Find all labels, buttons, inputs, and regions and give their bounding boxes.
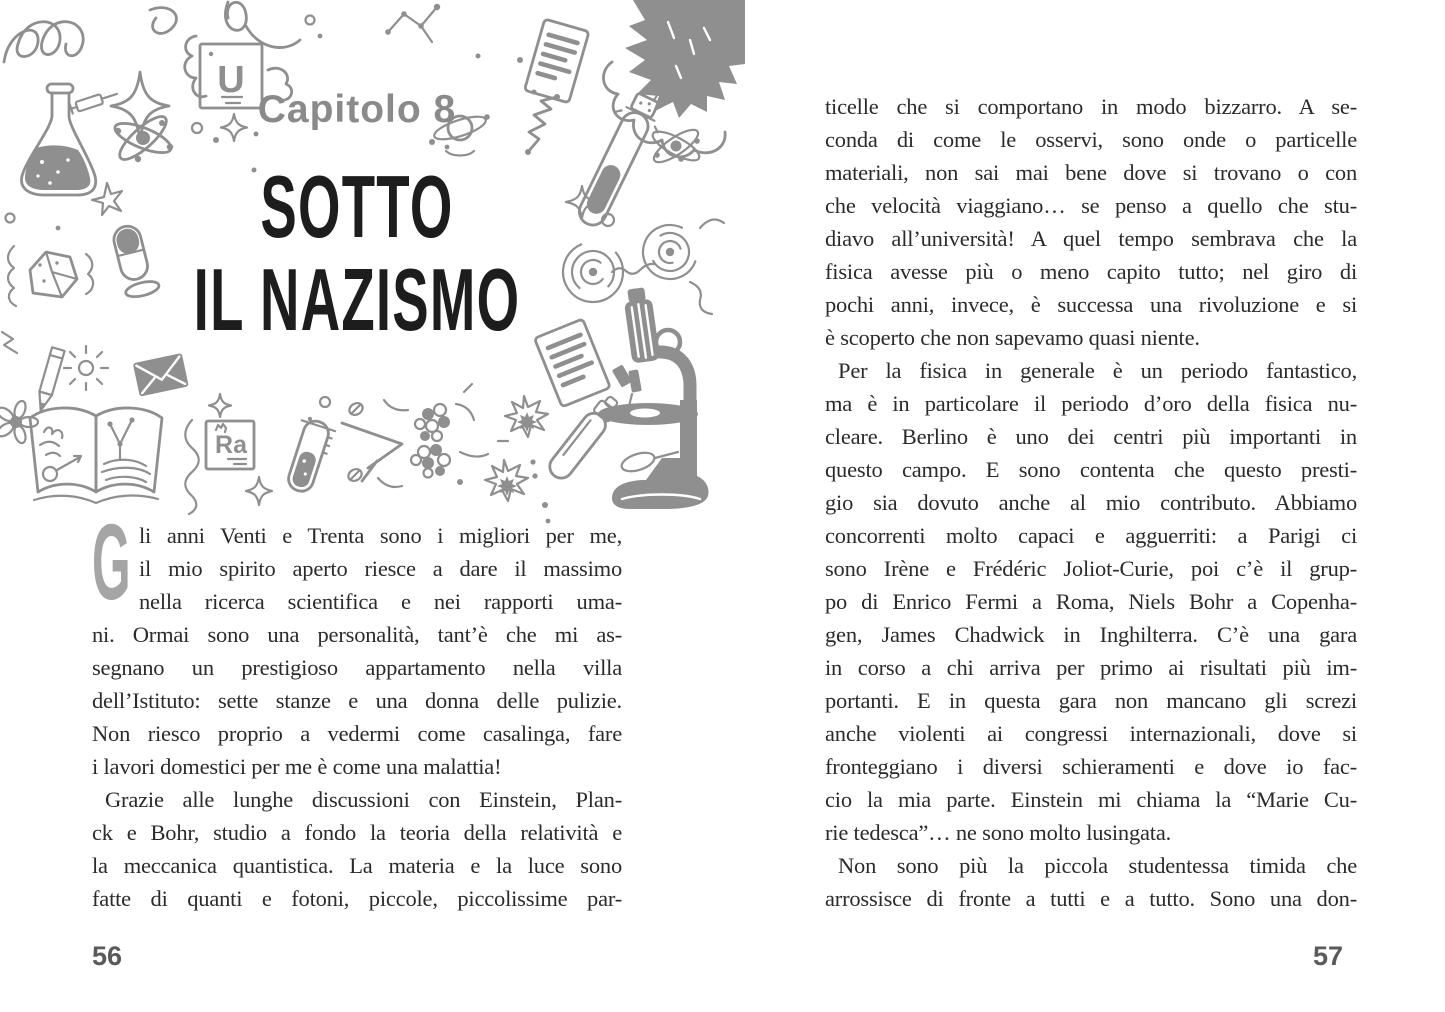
text-line: ma è in particolare il periodo d’oro della fisica nu- [825, 391, 1357, 416]
text-line: pochi anni, invece, è successa una rivoluzione e si [825, 292, 1357, 317]
text-line: cleare. Berlino è uno dei centri più importanti in [825, 424, 1357, 449]
text-line: Grazie alle lunghe discussioni con Einstein, Plan- [105, 787, 622, 812]
paragraph [825, 90, 1357, 354]
text-line: fatte di quanti e fotoni, piccole, piccolissime par- [92, 886, 622, 911]
text-line: in corso a chi arriva per primo ai risultati più im- [825, 655, 1357, 680]
text-line: nella ricerca scientifica e nei rapporti uma- [139, 589, 622, 614]
text-line: ticelle che si comportano in modo bizzarro. A se- [825, 94, 1357, 119]
text-line: sono Irène e Frédéric Joliot-Curie, poi c’è il grup- [825, 556, 1357, 581]
text-line: anche violenti ai congressi internazionali, dove si [825, 721, 1357, 746]
text-line: la meccanica quantistica. La materia e la luce sono [92, 853, 622, 878]
text-line: dell’Istituto: sette stanze e una donna delle pulizie. [92, 688, 622, 713]
text-line: Non riesco proprio a vedermi come casalinga, fare [92, 721, 622, 746]
squiggle-loops-icon [4, 2, 300, 62]
molecule-cluster-icon [411, 404, 450, 478]
text-line: segnano un prestigioso appartamento nella villa [92, 655, 622, 680]
text-line: Non sono più la piccola studentessa timida che [838, 853, 1357, 878]
text-line: il mio spirito aperto riesce a dare il massimo [139, 556, 622, 581]
paragraph [92, 501, 622, 783]
chapter-title-line1: SOTTO [260, 157, 454, 256]
text-line: diavo all’università! A quel tempo sembrava che la [825, 226, 1357, 251]
left-page-text [92, 501, 622, 915]
test-tube-small-icon [281, 417, 337, 496]
spiky-star-icon [485, 396, 548, 501]
text-line: concorrenti molto capaci e agguerriti: a Parigi ci [825, 523, 1357, 548]
left-page-number: 56 [92, 941, 123, 971]
text-line: arrossisce di fronte a tutti e a tutto. Sono una don- [825, 886, 1357, 911]
radium-symbol: Ra [215, 431, 247, 459]
paragraph [825, 849, 1357, 915]
text-line: gio sia dovuto anche al mio contributo. Abbiamo [825, 490, 1357, 515]
bubble-icon [320, 397, 330, 407]
text-line: che velocità viaggiano… se penso a quello che stu- [825, 193, 1357, 218]
envelope-icon [133, 353, 189, 397]
wavy-line-icon [700, 219, 724, 228]
speed-lines-icon [342, 423, 402, 481]
chapter-label: Capitolo 8 [257, 88, 457, 131]
chapter-title [92, 157, 622, 349]
wavy-line-icon [690, 282, 712, 314]
paragraph [825, 354, 1357, 849]
radium-element-tile-icon [185, 394, 272, 514]
right-page-text [825, 90, 1357, 915]
text-line: questo campo. E sono contenta che questo presti- [825, 457, 1357, 482]
constellation-icon [306, 4, 481, 59]
text-line: ck e Bohr, studio a fondo la teoria della relatività e [92, 820, 622, 845]
paragraph [92, 783, 622, 915]
pencil-icon [34, 347, 64, 412]
open-notebook-icon [30, 408, 162, 503]
chapter-title-line2: IL NAZISMO [193, 250, 521, 349]
bracket-curves-icon [378, 384, 538, 487]
text-line: fronteggiano i diversi schieramenti e dove io fac- [825, 754, 1357, 779]
text-line: cio la mia parte. Einstein mi chiama la “Marie Cu- [825, 787, 1357, 812]
text-line: rie tedesca”… ne sono molto lusingata. [825, 820, 1172, 845]
uranium-symbol: U [217, 59, 245, 101]
atom-icon [649, 124, 703, 167]
ink-splat-icon [603, 0, 745, 157]
zigzag-line-icon [2, 332, 17, 353]
flower-icon [0, 400, 38, 445]
text-line: fisica avesse più o meno capito tutto; nel giro di [825, 259, 1357, 284]
text-line: Per la fisica in generale è un periodo fantastico, [838, 358, 1357, 383]
text-line: conda di come le osservi, sono onde o particelle [825, 127, 1357, 152]
text-line: materiali, non sai mai bene dove si trovano o con [825, 160, 1357, 185]
text-line: i lavori domestici per me è come una malattia! [92, 754, 502, 779]
text-line: po di Enrico Fermi a Roma, Niels Bohr a Copenha- [825, 589, 1357, 614]
text-line: li anni Venti e Trenta sono i migliori per me, [139, 523, 622, 548]
text-line: gen, James Chadwick in Inghilterra. C’è una gara [825, 622, 1357, 647]
rock-icon [6, 214, 94, 307]
test-tube-empty-icon [545, 392, 623, 483]
text-line: ni. Ormai sono una personalità, tant’è che mi as- [92, 622, 622, 647]
right-page-number: 57 [1312, 941, 1343, 971]
drop-cap: G [92, 501, 131, 622]
bean-dots-icon [308, 401, 365, 484]
text-line: è scoperto che non sapevamo quasi niente. [825, 325, 1200, 350]
wavy-line-icon [185, 420, 199, 514]
text-line: portanti. E in questa gara non mancano gli screzi [825, 688, 1357, 713]
